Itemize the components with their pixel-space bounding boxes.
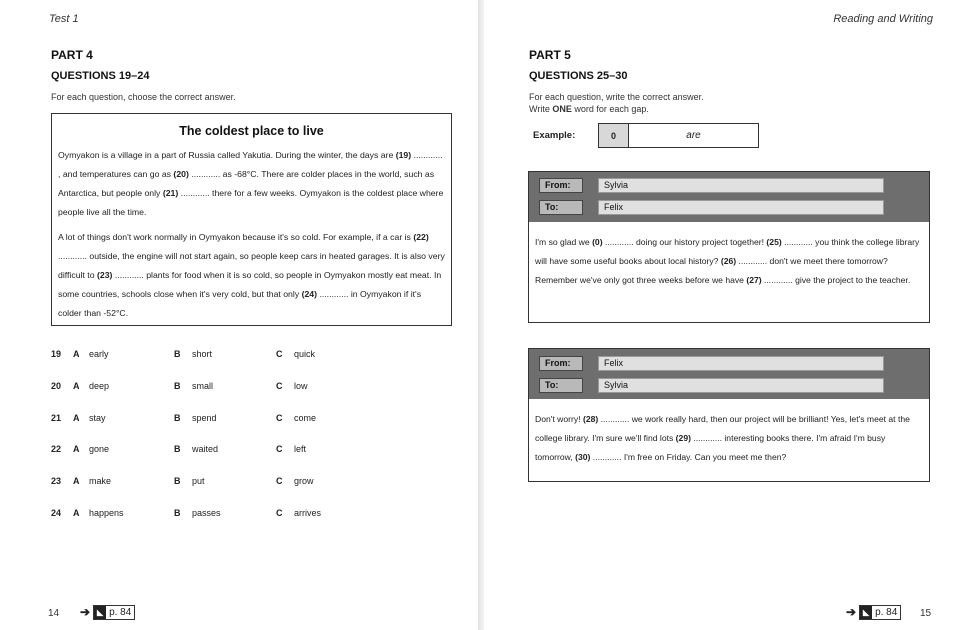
question-number: 21 (51, 412, 62, 423)
text-run: ............ you think the college library will have some useful books about local history? (535, 237, 920, 266)
question-option-row (51, 476, 391, 490)
gap-number: (21) (162, 188, 179, 198)
option-letter-c: C (276, 508, 283, 518)
question-range-left: QUESTIONS 19–24 (51, 70, 150, 82)
arrow-right-icon: ➔ (80, 605, 91, 619)
option-letter-a: A (73, 380, 80, 391)
gap-number: (0) (592, 237, 603, 247)
passage-title: The coldest place to live (179, 124, 324, 138)
option-a[interactable]: gone (89, 444, 110, 455)
text-run: ............ we work really hard, then our project will be brilliant! Yes, let's meet at the college library. I'm sure we'll find lots (535, 414, 910, 443)
page-number-left: 14 (48, 608, 60, 619)
option-b[interactable]: put (192, 476, 205, 487)
text-run: ............ , and temperatures can go as (58, 150, 443, 179)
page-number-right: 15 (920, 608, 932, 619)
text-run: Don't worry! (535, 414, 583, 424)
to-label: To: (539, 378, 583, 393)
gap-number: (27) (746, 275, 762, 285)
text-run: ............ interesting books there. I'm afraid I'm busy tomorrow, (535, 433, 886, 462)
option-a[interactable]: early (89, 349, 109, 359)
gap-number: (26) (720, 256, 737, 266)
option-letter-a: A (73, 508, 80, 518)
running-head-left: Test 1 (49, 13, 79, 25)
option-letter-c: C (276, 412, 283, 423)
option-c[interactable]: quick (294, 349, 316, 359)
question-range-right: QUESTIONS 25–30 (529, 70, 628, 82)
option-letter-c: C (276, 444, 283, 455)
gap-number: (28) (582, 414, 599, 424)
option-letter-a: A (73, 444, 80, 455)
instruction-right-1: For each question, write the correct answer. (529, 92, 704, 102)
to-label: To: (539, 200, 583, 215)
question-option-row (51, 444, 391, 458)
option-letter-c: C (276, 349, 283, 359)
instruction-emphasis: ONE (552, 104, 572, 114)
from-field: Sylvia (598, 178, 884, 193)
from-label: From: (539, 356, 583, 371)
option-a[interactable]: stay (89, 412, 106, 423)
part-heading-right: PART 5 (529, 48, 571, 62)
option-b[interactable]: small (192, 380, 214, 391)
reading-passage-box (51, 113, 452, 326)
option-a[interactable]: make (89, 476, 112, 487)
option-b[interactable]: spend (192, 412, 217, 423)
instruction-text: Write (529, 104, 553, 114)
text-run: ............ don't we meet there tomorrow? Remember we've only got three weeks before we have (535, 256, 888, 285)
key-icon: ◣ (860, 606, 872, 619)
gap-number: (23) (96, 270, 113, 280)
option-a[interactable]: happens (89, 508, 124, 518)
option-letter-b: B (174, 349, 181, 359)
question-number: 22 (51, 444, 62, 455)
option-c[interactable]: grow (294, 476, 314, 487)
key-icon: ◣ (94, 606, 106, 619)
reference-text: p. 84 (875, 606, 898, 618)
example-number: 0 (598, 123, 629, 148)
text-run: ............ there for a few weeks. Oymyakon is the coldest place where people live all the time. (58, 188, 444, 217)
instruction-right-2 (529, 103, 649, 115)
option-letter-b: B (174, 508, 181, 518)
from-label: From: (539, 178, 583, 193)
option-letter-a: A (73, 349, 80, 359)
email-body (535, 410, 925, 467)
option-letter-b: B (174, 380, 181, 391)
option-c[interactable]: left (294, 444, 307, 455)
text-run: ............ give the project to the teacher. (761, 275, 911, 285)
option-b[interactable]: passes (192, 508, 221, 518)
option-c[interactable]: low (294, 380, 308, 391)
option-c[interactable]: arrives (294, 508, 322, 518)
reference-box (93, 605, 135, 620)
option-letter-c: C (276, 380, 283, 391)
example-answer: are (629, 123, 759, 148)
answer-key-reference-left[interactable] (80, 604, 135, 620)
email-1 (528, 171, 930, 323)
answer-key-reference-right[interactable] (846, 604, 901, 620)
gap-number: (24) (301, 289, 318, 299)
gap-number: (30) (575, 452, 591, 462)
question-number: 24 (51, 508, 62, 518)
question-number: 20 (51, 380, 62, 391)
passage-paragraph-2 (58, 228, 446, 323)
text-run: I'm so glad we (535, 237, 593, 247)
option-letter-c: C (276, 476, 283, 487)
gap-number: (22) (413, 232, 429, 242)
option-letter-b: B (174, 444, 181, 455)
text-run: A lot of things don't work normally in Oymyakon because it's so cold. For example, if a car is (58, 232, 414, 242)
option-letter-b: B (174, 412, 181, 423)
running-head-right: Reading and Writing (833, 13, 933, 25)
option-letter-a: A (73, 476, 80, 487)
question-option-row (51, 508, 391, 522)
option-b[interactable]: short (192, 349, 213, 359)
gap-number: (20) (173, 169, 189, 179)
question-option-row (51, 413, 391, 427)
gap-number: (25) (766, 237, 782, 247)
text-run: ............ doing our history project together! (602, 237, 767, 247)
question-number: 19 (51, 349, 62, 359)
text-run: ............ in Oymyakon if it's colder than -52°C. (58, 289, 422, 318)
text-run: Oymyakon is a village in a part of Russia called Yakutia. During the winter, the days are (58, 150, 396, 160)
reference-box (859, 605, 901, 620)
gap-number: (19) (395, 150, 412, 160)
instruction-left: For each question, choose the correct answer. (51, 92, 236, 102)
text-run: ............ as -68°C. There are colder places in the world, such as Antarctica, but people only (58, 169, 435, 198)
text-run: ............ plants for food when it is so cold, so people in Oymyakon mostly eat meat. In some countries, schools close when it's very cold, but that only (58, 270, 442, 299)
question-option-row (51, 381, 391, 395)
text-run: ............ outside, the engine will not start again, so people keep cars in heated garages. It is also very difficult to (58, 251, 445, 280)
option-letter-b: B (174, 476, 181, 487)
email-body (535, 233, 925, 290)
gap-number: (29) (675, 433, 691, 443)
part-heading-left: PART 4 (51, 48, 93, 62)
text-run: ............ I'm free on Friday. Can you meet me then? (590, 452, 787, 462)
arrow-right-icon: ➔ (846, 605, 857, 619)
option-c[interactable]: come (294, 412, 317, 423)
instruction-text: word for each gap. (571, 104, 649, 114)
option-b[interactable]: waited (192, 444, 219, 455)
reference-text: p. 84 (109, 606, 132, 618)
option-letter-a: A (73, 412, 80, 423)
question-option-row (51, 349, 391, 363)
question-number: 23 (51, 476, 62, 487)
example-label: Example: (533, 130, 576, 141)
passage-paragraph-1 (58, 146, 446, 222)
to-field: Sylvia (598, 378, 884, 393)
to-field: Felix (598, 200, 884, 215)
from-field: Felix (598, 356, 884, 371)
option-a[interactable]: deep (89, 380, 110, 391)
